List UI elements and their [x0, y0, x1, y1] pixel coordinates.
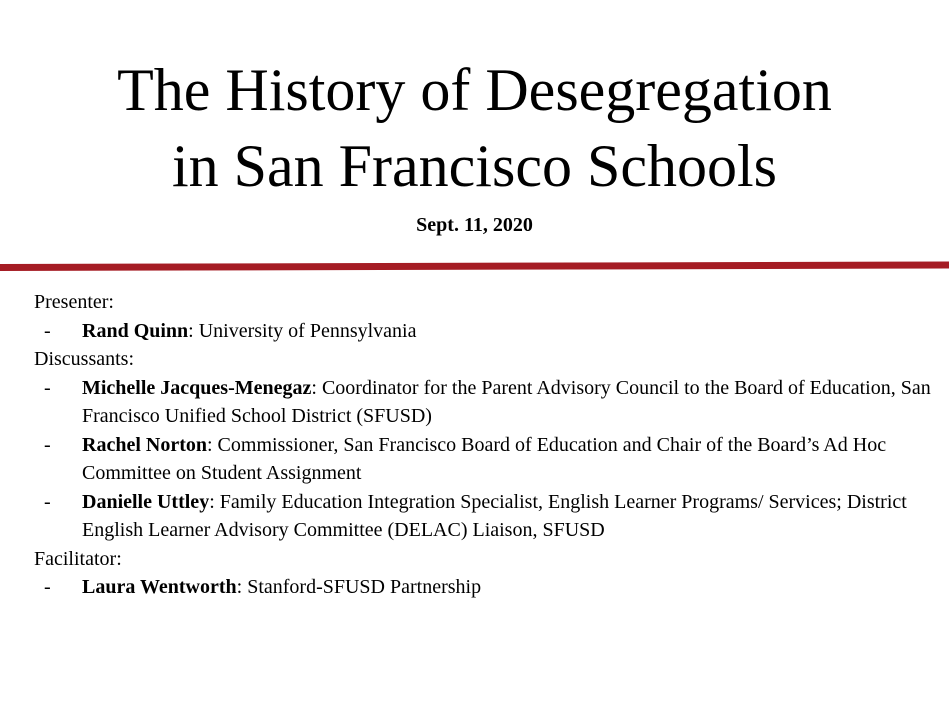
- speaker-affiliation: Stanford-SFUSD Partnership: [242, 576, 482, 598]
- discussants-label: Discussants:: [34, 348, 134, 370]
- list-item: [34, 431, 934, 488]
- bullet-dash: -: [44, 433, 51, 456]
- title-line-1: The History of Desegregation: [117, 57, 832, 123]
- speaker-name: Laura Wentworth: [82, 576, 237, 598]
- bullet-dash: -: [44, 319, 51, 342]
- separator: :: [206, 433, 213, 456]
- speaker-name: Michelle Jacques-Menegaz: [82, 376, 312, 399]
- speaker-affiliation: Family Education Integration Specialist, English Learner Programs/ Services; District English Learner Advisory Committee (DELAC) Liaison, SFUSD: [82, 490, 907, 541]
- red-divider: [0, 262, 949, 271]
- list-item: [34, 488, 934, 545]
- speaker-name: Rachel Norton: [82, 433, 207, 456]
- title-block: [0, 52, 949, 237]
- list-item: [34, 374, 934, 431]
- title-line-2: in San Francisco Schools: [172, 133, 777, 199]
- speaker-affiliation: Coordinator for the Parent Advisory Council to the Board of Education, San Francisco Unified School District (SFUSD): [82, 376, 931, 427]
- list-item: [34, 573, 934, 602]
- bullet-dash: -: [44, 576, 51, 598]
- bullet-dash: -: [44, 376, 51, 399]
- speaker-list: [34, 288, 934, 602]
- speaker-affiliation: University of Pennsylvania: [193, 319, 417, 342]
- presentation-date: Sept. 11, 2020: [416, 214, 533, 236]
- separator: :: [236, 576, 243, 598]
- separator: :: [311, 376, 317, 399]
- speaker-name: Rand Quinn: [82, 319, 189, 342]
- bullet-dash: -: [44, 490, 51, 513]
- presenter-label: Presenter:: [34, 291, 114, 313]
- speaker-name: Danielle Uttley: [82, 490, 210, 513]
- separator: :: [188, 319, 194, 342]
- speaker-affiliation: Commissioner, San Francisco Board of Education and Chair of the Board’s Ad Hoc Committee on Student Assignment: [82, 433, 887, 484]
- separator: :: [209, 490, 215, 513]
- facilitator-label: Facilitator:: [34, 547, 122, 570]
- list-item: [34, 317, 934, 346]
